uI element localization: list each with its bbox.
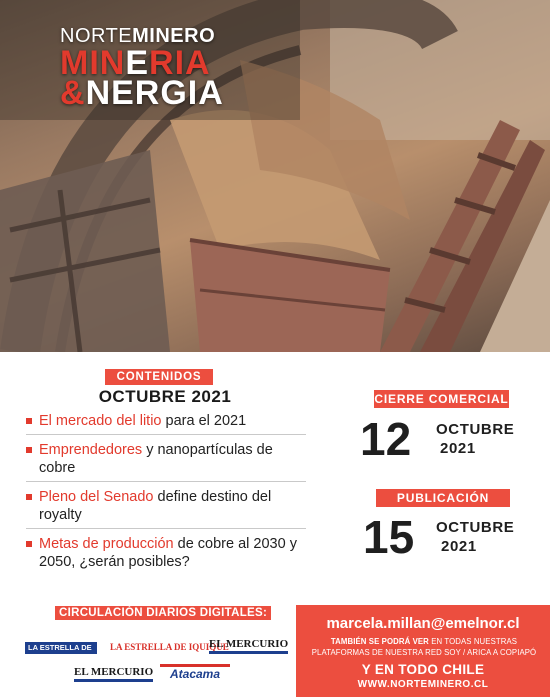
topic-text — [39, 535, 306, 571]
cierre-comercial-badge: CIERRE COMERCIAL — [374, 392, 509, 406]
brand-logo — [60, 25, 224, 112]
brand-top-line — [60, 26, 224, 46]
contact-box — [296, 605, 550, 697]
topic-highlight: Metas de producción — [39, 536, 174, 552]
contenidos-badge: CONTENIDOS — [105, 369, 213, 385]
brand-mid-part-2: E — [125, 44, 150, 82]
topic-text — [39, 412, 306, 430]
topic-item — [26, 441, 306, 482]
circulation-label: CIRCULACIÓN DIARIOS DIGITALES: — [55, 606, 271, 620]
bullet-icon — [26, 494, 32, 500]
brand-mid-part-3: RIA — [149, 44, 211, 82]
topic-item — [26, 535, 306, 575]
brand-bottom-line — [60, 74, 224, 112]
logo-estrella-arica: LA ESTRELLA DE ARICA — [25, 642, 97, 654]
topic-highlight: Emprendedores — [39, 442, 143, 458]
logo-el-mercurio: EL MERCURIO — [209, 638, 288, 654]
cierre-day: 12 — [360, 413, 412, 465]
publicacion-month: OCTUBRE — [436, 519, 515, 536]
topic-text — [39, 488, 306, 524]
logo-el-mercurio: EL MERCURIO — [74, 666, 153, 682]
topic-item — [26, 488, 306, 529]
contact-email[interactable]: marcela.millan@emelnor.cl — [326, 615, 520, 632]
logo-atacama: Atacama — [160, 664, 230, 680]
brand-bottom-word: NERGIA — [85, 74, 224, 112]
topics-list — [26, 412, 306, 581]
edition-month-title: OCTUBRE 2021 — [98, 387, 232, 406]
topic-rest: de cobre al 2030 y 2050, ¿serán posibles? — [39, 536, 297, 570]
publicacion-year: 2021 — [441, 538, 477, 555]
brand-top-bold: MINERO — [132, 25, 216, 47]
brand-top-light: NORTE — [60, 25, 133, 47]
topic-rest: para el 2021 — [161, 413, 247, 429]
topic-text — [39, 441, 306, 477]
bullet-icon — [26, 418, 32, 424]
publicacion-badge: PUBLICACIÓN — [376, 489, 510, 507]
logo-estrella-iquique: LA ESTRELLA DE IQUIQUE — [110, 642, 229, 652]
topic-highlight: Pleno del Senado — [39, 489, 154, 505]
bullet-icon — [26, 541, 32, 547]
topic-rest: y nanopartículas de cobre — [39, 442, 273, 476]
website-link[interactable]: WWW.NORTEMINERO.CL — [357, 679, 489, 690]
topic-item — [26, 412, 306, 435]
topic-highlight: El mercado del litio — [39, 413, 162, 429]
platforms-note-rest: EN TODAS NUESTRAS PLATAFORMAS DE NUESTRA RED SOY / ARICA A COPIAPÓ — [311, 637, 537, 657]
platforms-note-bold: TAMBIÉN SE PODRÁ VER — [330, 637, 429, 646]
brand-mid-part-1: MIN — [60, 44, 126, 82]
platforms-note — [304, 636, 544, 658]
cierre-year: 2021 — [440, 440, 476, 457]
bullet-icon — [26, 447, 32, 453]
brand-ampersand: & — [60, 74, 86, 112]
all-chile-text: Y EN TODO CHILE — [361, 662, 485, 677]
publicacion-day: 15 — [363, 511, 415, 563]
topic-rest: define destino del royalty — [39, 489, 272, 523]
cierre-month: OCTUBRE — [436, 421, 515, 438]
